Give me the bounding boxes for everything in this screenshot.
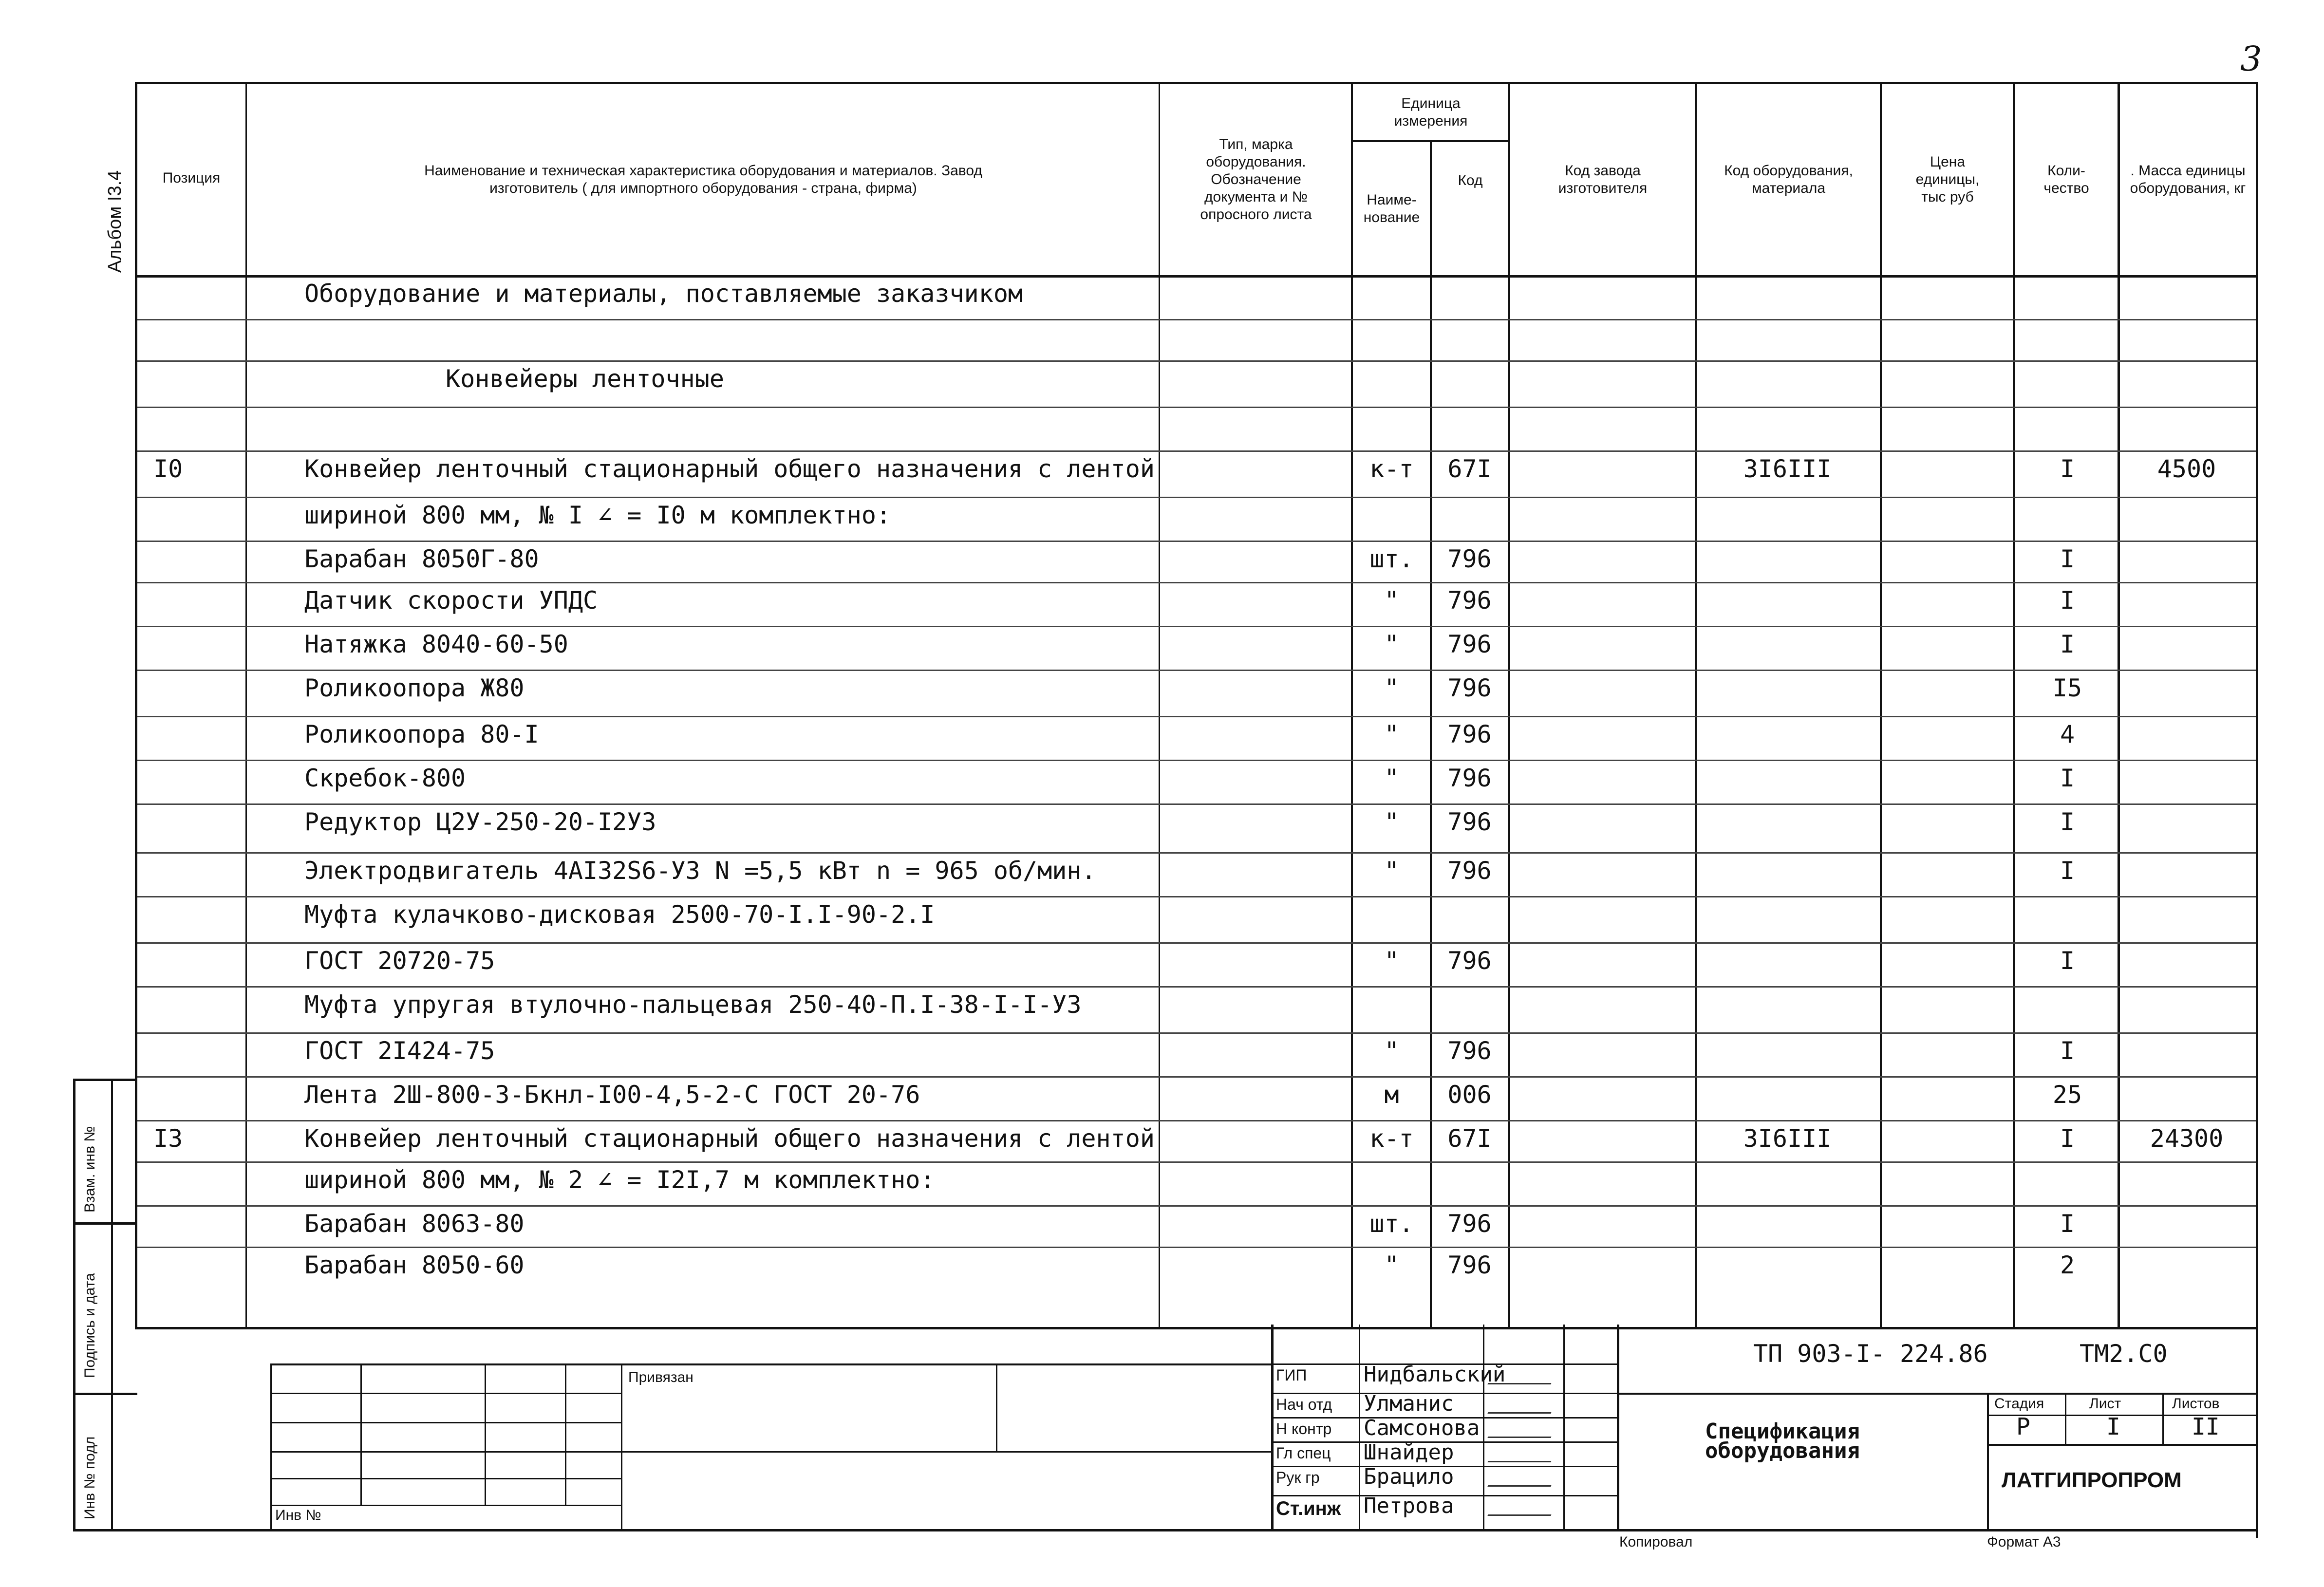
header-unit-code: Код [1458,172,1483,188]
signature-role: Н контр [1276,1420,1332,1438]
row-qty: I [2060,586,2075,615]
row-qty: I [2060,764,2075,792]
sheets-value: II [2192,1413,2220,1440]
handwritten-signature [1487,1447,1556,1462]
row-code: 796 [1447,808,1492,836]
row-qty: I [2060,1124,2075,1153]
signature-role: Нач отд [1276,1396,1332,1413]
row-mass: 4500 [2157,455,2216,483]
row-name: Муфта кулачково-дисковая 2500-70-I.I-90-2.I [304,900,935,929]
header-unit-group: Единица измерения [1394,95,1468,129]
row-name: Роликоопора 80-I [304,720,539,748]
signature-name: Улманис [1364,1391,1454,1416]
signature-role: Ст.инж [1276,1498,1341,1519]
row-code: 67I [1447,1124,1492,1153]
privyazan-label: Привязан [628,1369,693,1385]
row-code: 796 [1447,1210,1492,1238]
stage-value: Р [2016,1413,2030,1440]
row-mass: 24300 [2150,1124,2224,1153]
side-label-vzam: Взам. инв № [82,1126,98,1213]
row-name: ГОСТ 20720-75 [304,947,495,975]
signature-name: Петрова [1364,1494,1454,1518]
row-unit: к-т [1369,455,1414,483]
row-qty: I [2060,455,2075,483]
header-name: Наименование и техническая характеристика оборудования и материалов. Завод изготовитель ( для импортного оборудования - страна, фирма) [424,163,982,196]
header-price: Цена единицы, тыс руб [1915,154,1980,205]
row-qty: I [2060,545,2075,573]
row-unit: " [1384,586,1399,615]
signature-name: Шнайдер [1364,1440,1454,1465]
album-label: Альбом I3.4 [105,170,125,273]
side-label-inv: Инв № подл [82,1436,98,1519]
stage-label: Стадия [1994,1396,2044,1412]
signature-role: Гл спец [1276,1444,1331,1462]
row-name: Конвейер ленточный стационарный общего назначения с лентой [304,455,1155,483]
signature-role: Рук гр [1276,1469,1320,1486]
row-code: 796 [1447,947,1492,975]
row-name: Конвейеры ленточные [446,365,724,393]
header-qty: Коли-чество [2043,163,2089,196]
signature-name: Нидбальский [1364,1362,1506,1387]
row-name: Барабан 8063-80 [304,1210,525,1238]
row-unit: к-т [1369,1124,1414,1153]
organization-name: ЛАТГИПРОПРОМ [2002,1468,2182,1492]
row-name: Барабан 8050Г-80 [304,545,539,573]
sheet-value: I [2106,1413,2120,1440]
row-code: 796 [1447,1037,1492,1065]
row-qty: 2 [2060,1251,2075,1279]
row-qty: I5 [2052,674,2082,702]
row-qty: 4 [2060,720,2075,748]
side-label-podpis: Подпись и дата [82,1273,98,1378]
inv-no-label: Инв № [275,1507,321,1523]
row-code: 796 [1447,630,1492,658]
row-position: I0 [153,455,183,483]
row-name: шириной 800 мм, № I ∠ = I0 м комплектно: [304,501,891,529]
row-name: Натяжка 8040-60-50 [304,630,568,658]
signature-name: Самсонова [1364,1416,1480,1440]
row-name: Скребок-800 [304,764,466,792]
row-qty: I [2060,857,2075,885]
row-qty: I [2060,947,2075,975]
row-unit: шт. [1369,1210,1414,1238]
row-name: ГОСТ 2I424-75 [304,1037,495,1065]
row-unit: " [1384,764,1399,792]
header-type: Тип, марка оборудования. Обозначение документа и № опросного листа [1200,136,1312,223]
header-mass: . Масса единицы оборудования, кг [2130,163,2246,196]
handwritten-signature [1487,1423,1556,1438]
row-unit: " [1384,1251,1399,1279]
row-qty: I [2060,1037,2075,1065]
header-unit-name: Наиме-нование [1363,192,1420,225]
header-equip-code: Код оборудования, материала [1724,163,1853,196]
row-unit: " [1384,808,1399,836]
handwritten-signature [1487,1501,1556,1516]
handwritten-signature [1487,1399,1556,1414]
row-name: Лента 2Ш-800-3-Бкнл-I00-4,5-2-С ГОСТ 20-76 [304,1081,920,1109]
row-code: 006 [1447,1081,1492,1109]
row-unit: шт. [1369,545,1414,573]
row-code: 796 [1447,857,1492,885]
copied-label: Копировал [1619,1534,1693,1550]
row-position: I3 [153,1124,183,1153]
row-name: шириной 800 мм, № 2 ∠ = I2I,7 м комплектно: [304,1166,935,1194]
row-name: Электродвигатель 4АI32S6-УЗ N =5,5 кВт n = 965 об/мин. [304,857,1096,885]
row-unit: " [1384,857,1399,885]
row-unit: " [1384,674,1399,702]
row-name: Датчик скорости УПДС [304,586,598,615]
doc-mark: ТМ2.С0 [2080,1340,2168,1368]
row-name: Роликоопора Ж80 [304,674,525,702]
header-plant-code: Код завода изготовителя [1558,163,1648,196]
signature-role: ГИП [1276,1366,1307,1384]
row-code: 796 [1447,674,1492,702]
row-name: Редуктор Ц2У-250-20-I2УЗ [304,808,656,836]
row-code: 796 [1447,720,1492,748]
row-code: 796 [1447,1251,1492,1279]
row-qty: 25 [2052,1081,2082,1109]
row-qty: I [2060,630,2075,658]
row-unit: " [1384,947,1399,975]
row-unit: " [1384,720,1399,748]
page-number: 3 [2240,39,2262,79]
row-code: 796 [1447,586,1492,615]
row-code: 796 [1447,764,1492,792]
row-name: Оборудование и материалы, поставляемые заказчиком [304,280,1023,308]
row-code: 796 [1447,545,1492,573]
row-equip-code: 3I6III [1743,455,1832,483]
sheet-label: Лист [2089,1396,2121,1412]
row-code: 67I [1447,455,1492,483]
handwritten-signature [1487,1369,1556,1384]
doc-code: ТП 903-I- 224.86 [1753,1340,1988,1368]
header-position: Позиция [162,170,221,186]
row-name: Муфта упругая втулочно-пальцевая 250-40-П.I-38-I-I-УЗ [304,990,1082,1019]
sheets-label: Листов [2172,1396,2220,1412]
doc-title: Спецификация оборудования [1705,1419,1860,1463]
row-equip-code: 3I6III [1743,1124,1832,1153]
signature-name: Брацило [1364,1464,1454,1489]
row-qty: I [2060,808,2075,836]
row-name: Конвейер ленточный стационарный общего назначения с лентой [304,1124,1155,1153]
row-unit: " [1384,1037,1399,1065]
row-unit: " [1384,630,1399,658]
row-name: Барабан 8050-60 [304,1251,525,1279]
row-qty: I [2060,1210,2075,1238]
format-label: Формат А3 [1987,1534,2061,1550]
handwritten-signature [1487,1472,1556,1487]
row-unit: м [1384,1081,1399,1109]
